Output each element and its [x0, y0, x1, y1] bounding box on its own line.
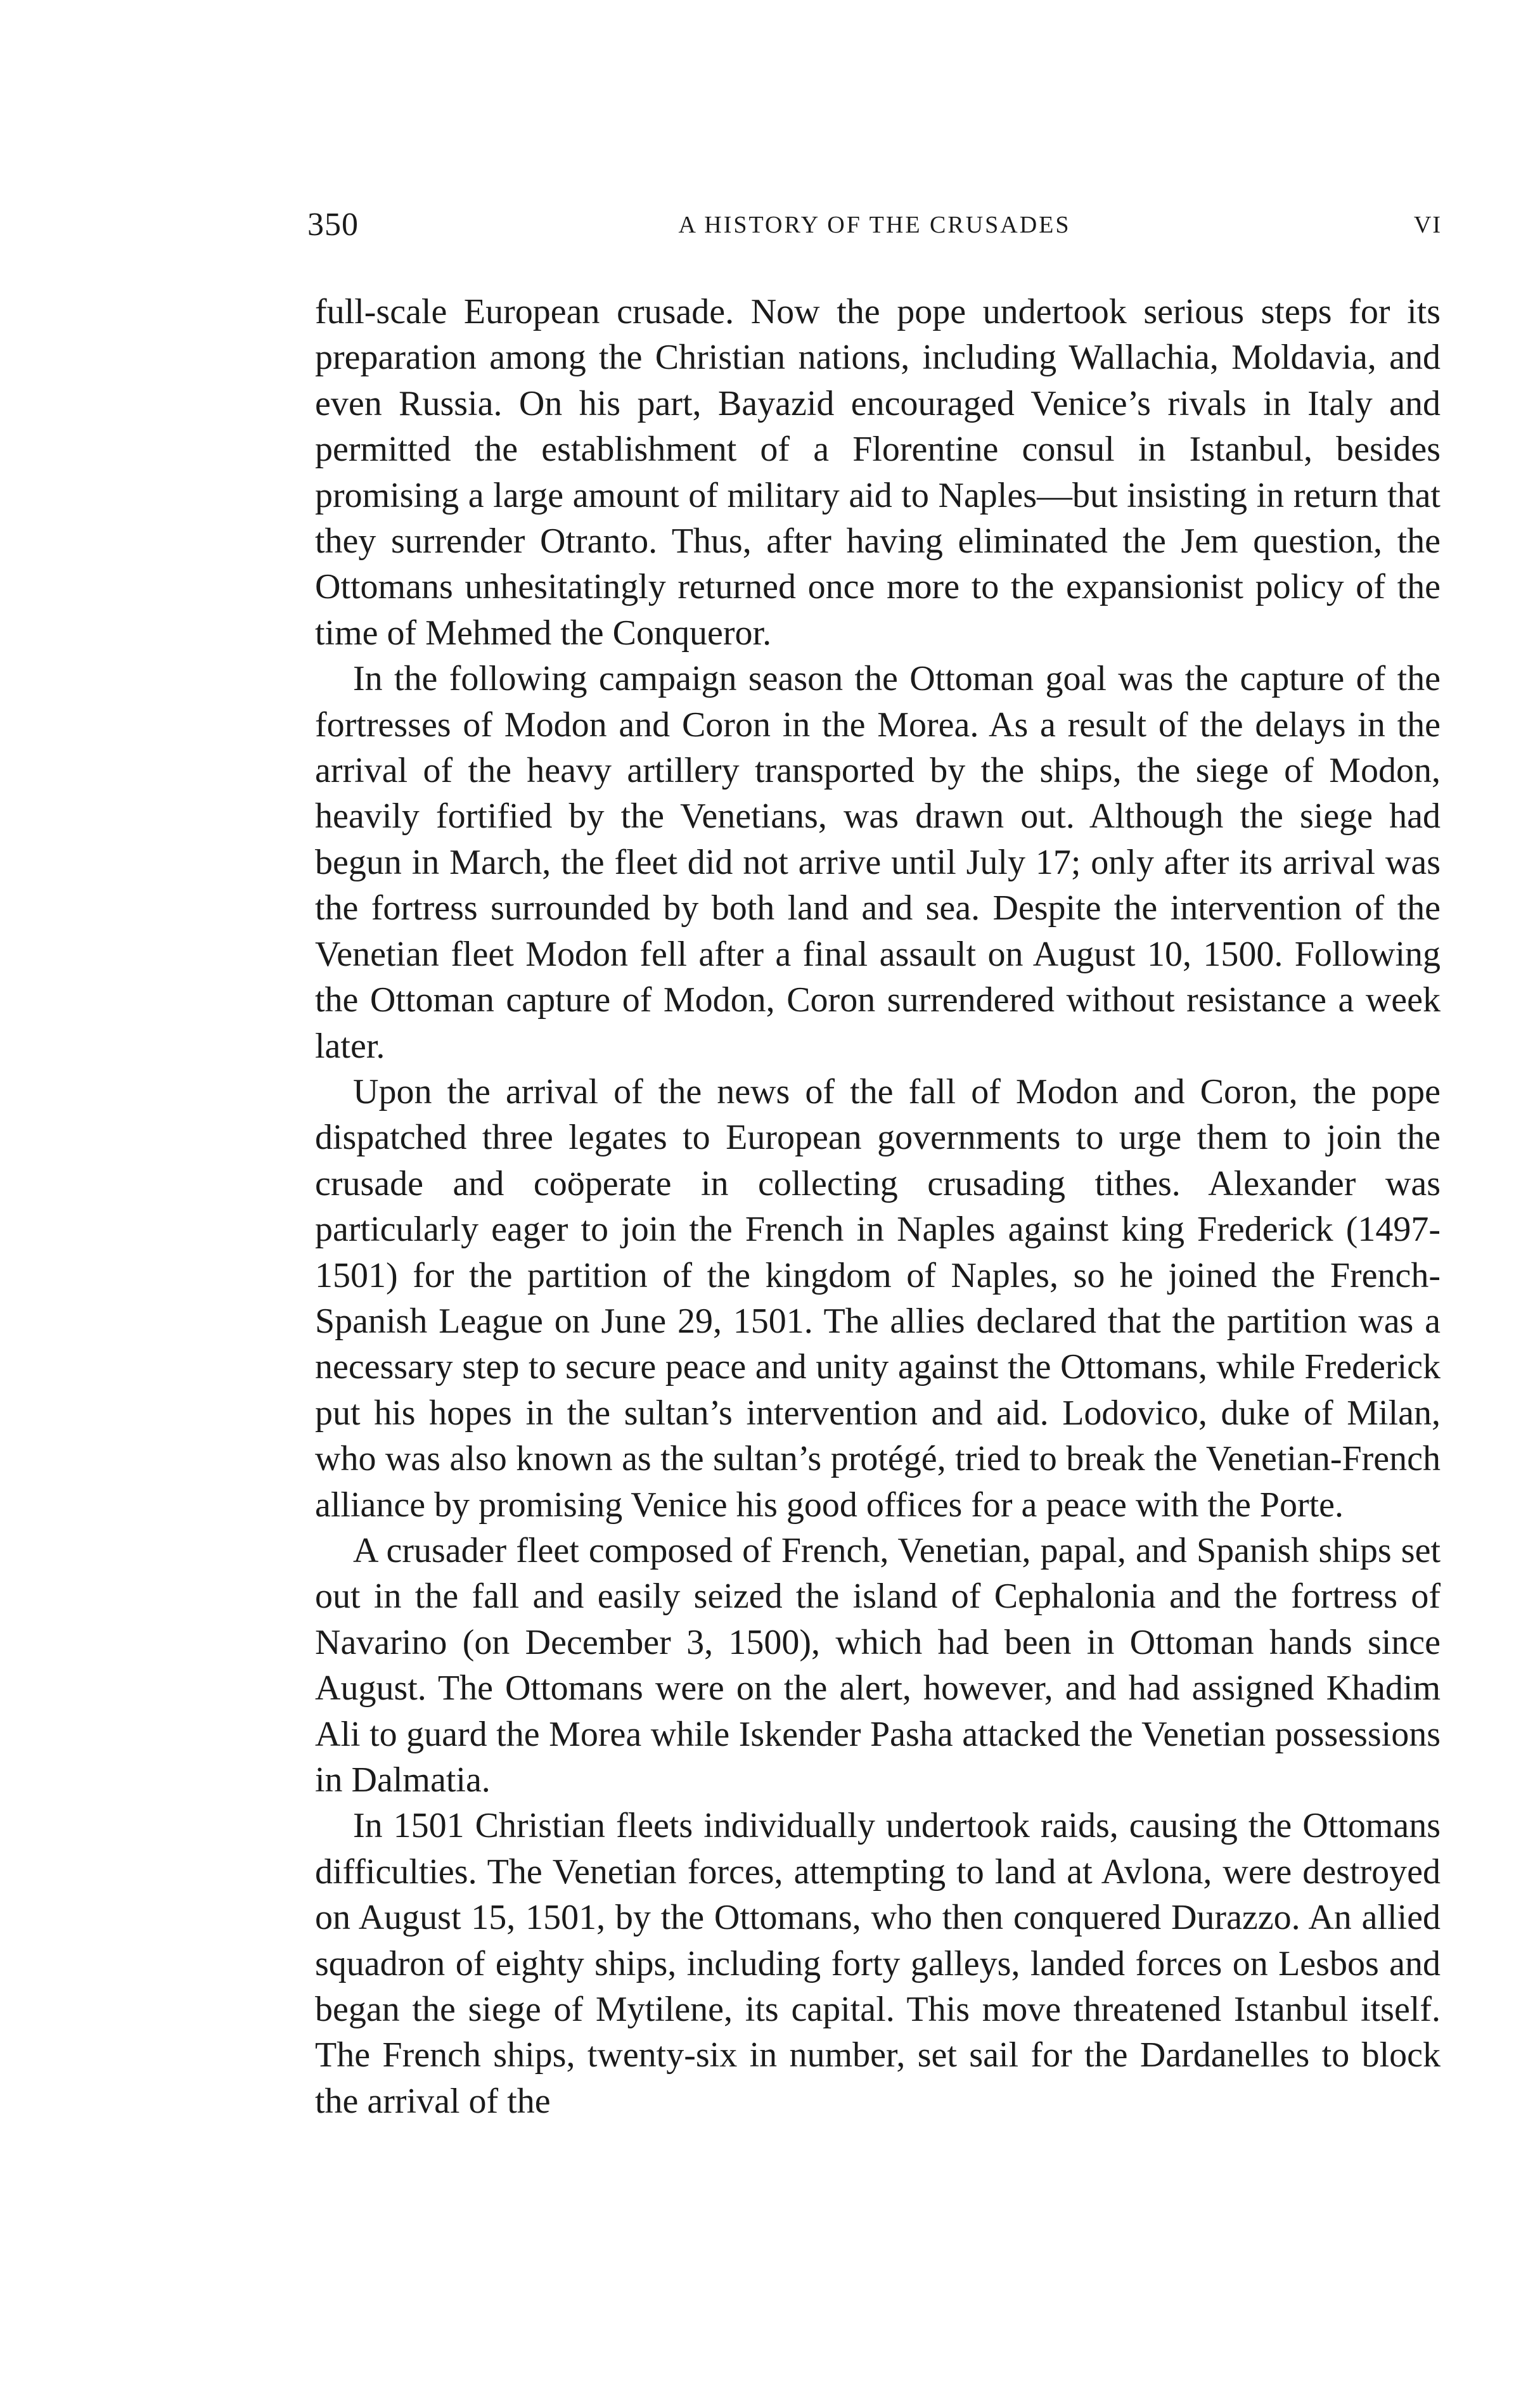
paragraph-continued: full-scale European crusade. Now the pope undertook serious steps for its preparation among the Christian nations, including Wallachia, Moldavia, and even Russia. On his part, Bayazid encouraged Venice’s rivals in Italy and permitted the establishment of a Florentine consul in Istanbul, besides promising a large amount of military aid to Naples—but insisting in return that they surrender Otranto. Thus, after having eliminated the Jem question, the Ottomans unhesitatingly returned once more to the expansionist policy of the time of Mehmed the Conqueror. — [315, 292, 1441, 653]
volume-number: VI — [1413, 212, 1442, 238]
paragraph: Upon the arrival of the news of the fall of Modon and Coron, the pope dispatched three legates to European governments to urge them to join the crusade and coöperate in collecting crusading tithes. Alexander was particularly eager to join the French in Naples against king Frederick (1497-1501) for the partition of the kingdom of Naples, so he joined the French-Spanish League on June 29, 1501. The allies declared that the partition was a necessary step to secure peace and unity against the Ottomans, while Frederick put his hopes in the sultan’s intervention and aid. Lodovico, duke of Milan, who was also known as the sultan’s protégé, tried to break the Venetian-French alliance by promising Venice his good offices for a peace with the Porte. — [315, 1072, 1441, 1525]
paragraph: A crusader fleet composed of French, Venetian, papal, and Spanish ships set out in the fall and easily seized the island of Cephalonia and the fortress of Navarino (on December 3, 1500), which had been in Ottoman hands since August. The Ottomans were on the alert, however, and had assigned Khadim Ali to guard the Morea while Iskender Pasha attacked the Venetian possessions in Dalmatia. — [315, 1530, 1441, 1800]
body-text — [315, 289, 1441, 2124]
paragraph: In 1501 Christian fleets individually undertook raids, causing the Ottomans difficulties. The Venetian forces, attempting to land at Avlona, were destroyed on August 15, 1501, by the Ottomans, who then conquered Durazzo. An allied squadron of eighty ships, including forty galleys, landed forces on Lesbos and began the siege of Mytilene, its capital. This move threatened Istanbul itself. The French ships, twenty-six in number, set sail for the Dardanelles to block the arrival of the — [315, 1806, 1441, 2121]
running-title: A HISTORY OF THE CRUSADES — [678, 212, 1071, 238]
running-head — [307, 203, 1442, 247]
paragraph: In the following campaign season the Ottoman goal was the capture of the fortresses of Modon and Coron in the Morea. As a result of the delays in the arrival of the heavy artillery transported by the ships, the siege of Modon, heavily fortified by the Venetians, was drawn out. Although the siege had begun in March, the fleet did not arrive until July 17; only after its arrival was the fortress surrounded by both land and sea. Despite the intervention of the Venetian fleet Modon fell after a final assault on August 10, 1500. Following the Ottoman capture of Modon, Coron surrendered without resistance a week later. — [315, 659, 1441, 1066]
page-number: 350 — [307, 207, 359, 243]
